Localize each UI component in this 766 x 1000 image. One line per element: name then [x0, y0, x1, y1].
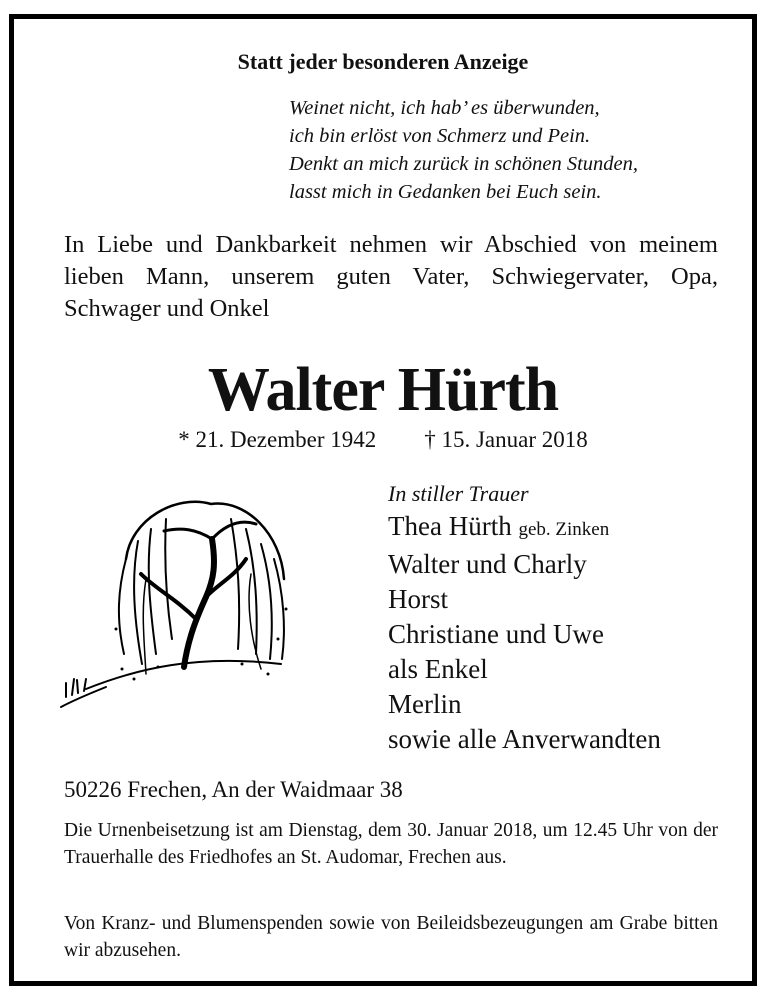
birth-date: * 21. Dezember 1942 — [178, 427, 377, 452]
mourner-line: als Enkel — [388, 654, 488, 684]
poem-line: Weinet nicht, ich hab’ es überwunden, — [289, 97, 600, 119]
family-address: 50226 Frechen, An der Waidmaar 38 — [64, 777, 403, 802]
deceased-name: Walter Hürth — [207, 356, 559, 424]
mourner-line: Walter und Charly — [388, 549, 587, 579]
poem-line: lasst mich in Gedanken bei Euch sein. — [289, 181, 602, 203]
mourners-lead: In stiller Trauer — [388, 481, 529, 506]
mourner-wife-birthname: geb. Zinken — [518, 519, 610, 540]
mourner-line: Merlin — [388, 689, 462, 719]
intro-text: In Liebe und Dankbarkeit nehmen wir Abschied von meinem lieben Mann, unserem guten Vater, Schwiegervater, Opa, Schwager und Onkel — [64, 231, 718, 322]
burial-info: Die Urnenbeisetzung ist am Dienstag, dem 30. Januar 2018, um 12.45 Uhr von der Trauerhalle des Friedhofes an St. Audomar, Frechen aus. — [64, 820, 718, 868]
mourner-wife-name: Thea Hürth — [388, 511, 512, 541]
mourner-line: Horst — [388, 584, 448, 614]
life-dates — [14, 427, 752, 453]
weeping-willow-illustration — [46, 479, 296, 719]
poem — [289, 94, 638, 206]
obituary-frame — [9, 14, 757, 986]
mourner-line: Christiane und Uwe — [388, 619, 604, 649]
mourner-line: sowie alle Anverwandten — [388, 724, 661, 754]
death-date: † 15. Januar 2018 — [424, 427, 588, 452]
mourner-wife — [388, 509, 661, 547]
poem-line: Denkt an mich zurück in schönen Stunden, — [289, 153, 638, 175]
closing-request: Von Kranz- und Blumenspenden sowie von Beileidsbezeugungen am Grabe bitten wir abzusehen. — [64, 913, 718, 961]
mourners-list — [388, 479, 661, 757]
poem-line: ich bin erlöst von Schmerz und Pein. — [289, 125, 591, 147]
header-line: Statt jeder besonderen Anzeige — [237, 49, 529, 74]
